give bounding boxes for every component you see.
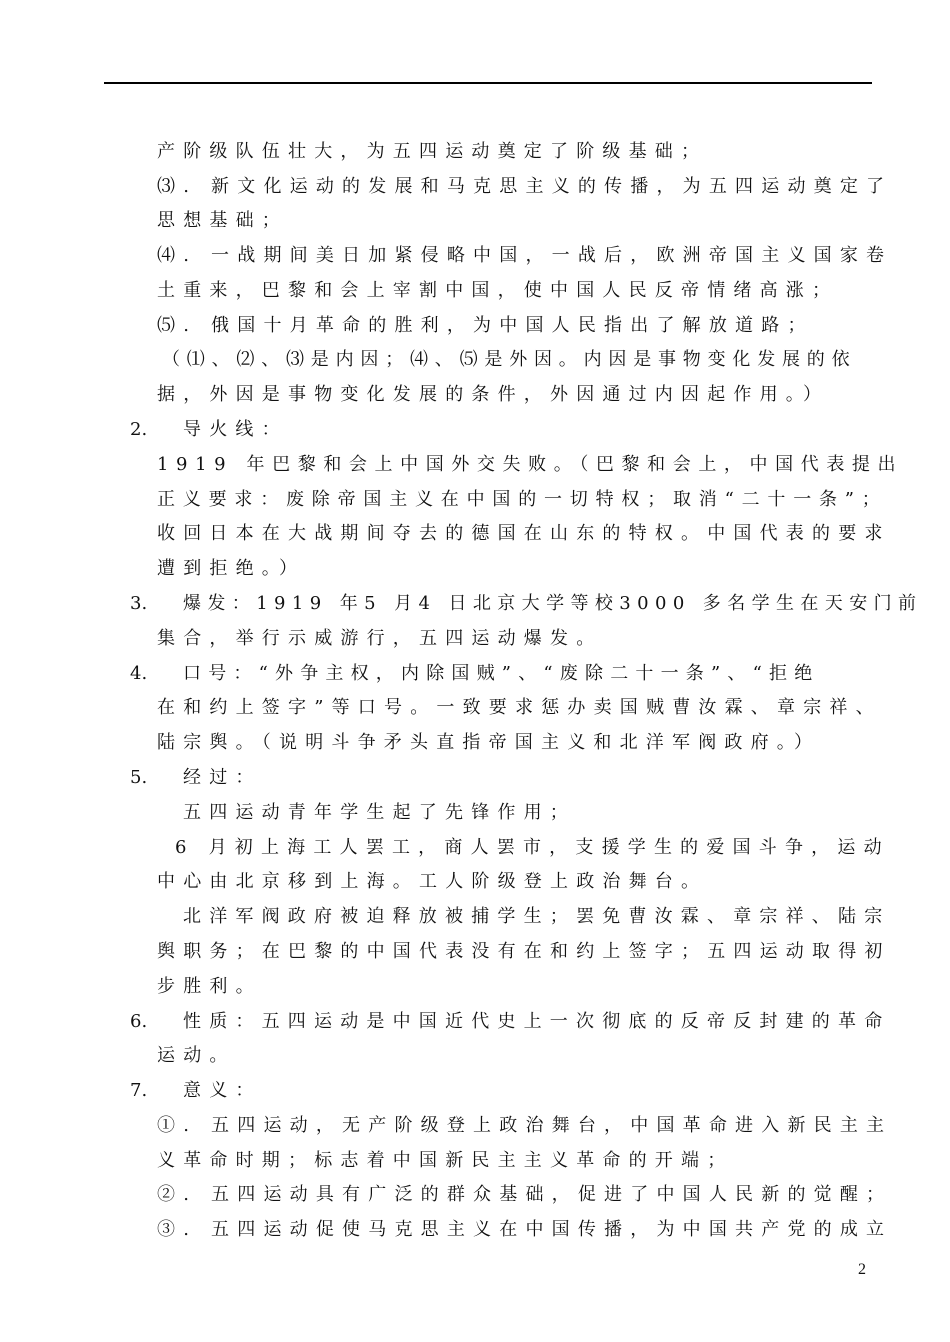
page-number: 2 [858,1261,866,1278]
text-line: ①. 五四运动，无产阶级登上政治舞台，中国革命进入新民主主 [157,1115,893,1136]
text-line: 集合，举行示威游行，五四运动爆发。 [157,628,603,649]
item-number: 2. [130,419,148,440]
text-line: 据，外因是事物变化发展的条件，外因通过内因起作用。） [157,384,830,405]
item-number: 4. [130,663,148,684]
text-line: 在和约上签字”等口号。一致要求惩办卖国贼曹汝霖、章宗祥、 [157,697,882,718]
text-line: ⑶. 新文化运动的发展和马克思主义的传播，为五四运动奠定了 [157,176,893,197]
text-line: 口号：“外争主权，内除国贼”、“废除二十一条”、“拒绝 [183,663,820,684]
text-line: 陆宗舆。（说明斗争矛头直指帝国主义和北洋军阀政府。） [157,732,821,753]
text-line: 运动。 [157,1045,236,1066]
section-heading: 意义： [183,1080,262,1101]
text-line: 6 月初上海工人罢工，商人罢市，支援学生的爱国斗争，运动 [175,837,890,858]
section-heading: 导火线： [183,419,288,440]
text-line: 北洋军阀政府被迫释放被捕学生；罢免曹汝霖、章宗祥、陆宗 [183,906,891,927]
text-line: 正义要求：废除帝国主义在中国的一切特权；取消“二十一条”； [157,489,888,510]
item-number: 7. [130,1080,148,1101]
text-line: 爆发：1919 年5 月4 日北京大学等校3000 多名学生在天安门前 [183,593,923,614]
text-line: 产阶级队伍壮大，为五四运动奠定了阶级基础； [157,141,708,162]
item-number: 3. [130,593,148,614]
text-line: 中心由北京移到上海。工人阶级登上政治舞台。 [157,871,708,892]
text-line: ⑸. 俄国十月革命的胜利，为中国人民指出了解放道路； [157,315,814,336]
text-line: ⑷. 一战期间美日加紧侵略中国，一战后，欧洲帝国主义国家卷 [157,245,893,266]
text-line: 遭到拒绝。） [157,558,306,579]
item-number: 6. [130,1011,148,1032]
section-heading: 经过： [183,767,262,788]
text-line: 思想基础； [157,210,288,231]
text-line: 土重来，巴黎和会上宰割中国，使中国人民反帝情绪高涨； [157,280,839,301]
header-rule [104,82,872,84]
text-line: 舆职务；在巴黎的中国代表没有在和约上签字；五四运动取得初 [157,941,891,962]
text-line: ②. 五四运动具有广泛的群众基础，促进了中国人民新的觉醒； [157,1184,893,1205]
item-number: 5. [130,767,148,788]
text-line: 五四运动青年学生起了先锋作用； [183,802,576,823]
text-line: 义革命时期；标志着中国新民主主义革命的开端； [157,1150,734,1171]
text-line: 收回日本在大战期间夺去的德国在山东的特权。中国代表的要求 [157,523,891,544]
text-line: 1919 年巴黎和会上中国外交失败。（巴黎和会上，中国代表提出 [157,454,904,475]
text-line: 步胜利。 [157,976,262,997]
text-line: 性质：五四运动是中国近代史上一次彻底的反帝反封建的革命 [183,1011,891,1032]
text-line: （⑴、⑵、⑶是内因；⑷、⑸是外因。内因是事物变化发展的依 [162,349,857,370]
text-line: ③. 五四运动促使马克思主义在中国传播，为中国共产党的成立 [157,1219,893,1240]
